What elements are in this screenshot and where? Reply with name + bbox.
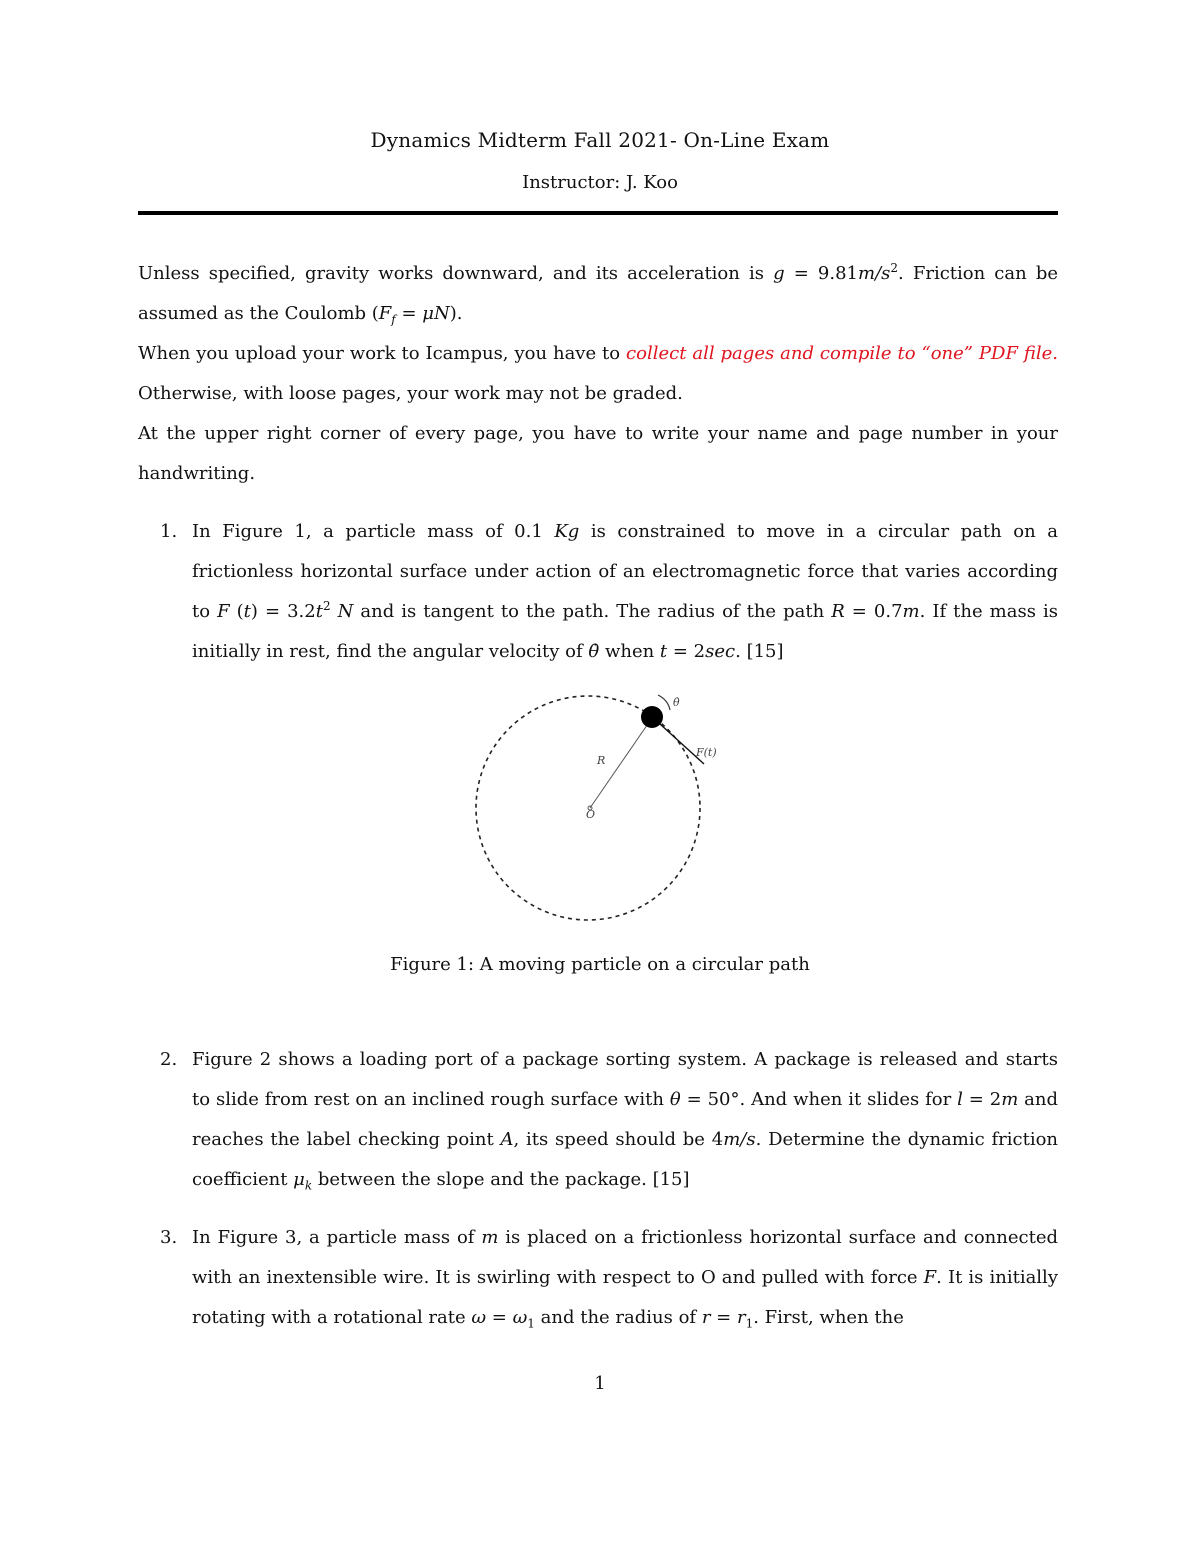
question-text: In Figure 1, a particle mass of 0.1 Kg is constrained to move in a circular path on a frictionless horizontal surface under action of an electromagnetic force that varies according to F $(t) = 3.2t^2$ N and is tangent to the path. The radius of the path R = 0.7m. If the mass is initially in rest, find the angular velocity of θ̇ when t = 2sec. [15] xyxy=(192,521,1058,662)
force-label: F(t) xyxy=(696,746,717,759)
instruction-upload: When you upload your work to Icampus, you have to collect all pages and compile to “one” PDF file. Otherwise, with loose pages, your work may not be graded. xyxy=(138,343,1058,404)
question-3 xyxy=(160,1218,1058,1338)
question-1 xyxy=(160,512,1058,672)
question-number: 1. xyxy=(160,521,178,542)
header-rule xyxy=(138,211,1058,215)
question-text: Figure 2 shows a loading port of a package sorting system. A package is released and starts to slide from rest on an inclined rough surface with θ = 50°. And when it slides for l = 2m and reaches the label checking point A, its speed should be 4m/s. Determine the dynamic friction coefficient $\mu_k$ between the slope and the package. [15] xyxy=(192,1049,1059,1193)
instruction-gravity: Unless specified, gravity works downward, and its acceleration is $g = 9.81m/s^2$. Friction can be assumed as the Coulomb $(F_f = \mu N)$. xyxy=(138,261,1058,327)
exam-title: Dynamics Midterm Fall 2021- On-Line Exam xyxy=(370,128,830,152)
upload-warning: collect all pages and compile to “one” PDF file. xyxy=(626,343,1058,364)
question-2 xyxy=(160,1040,1058,1200)
particle-mass xyxy=(641,706,663,728)
figure-1-caption: Figure 1: A moving particle on a circular path xyxy=(390,954,810,975)
theta-dot-label: θ̇ xyxy=(673,696,680,709)
instruction-name: At the upper right corner of every page, you have to write your name and page number in your handwriting. xyxy=(138,423,1058,484)
figure-1-diagram xyxy=(470,690,730,930)
radius-label: R xyxy=(597,754,606,767)
page-number: 1 xyxy=(594,1373,606,1394)
question-text: In Figure 3, a particle mass of m is placed on a frictionless horizontal surface and connected with an inextensible wire. It is swirling with respect to O and pulled with force F. It is initially rotating with a rotational rate $\omega = \omega_1$ and the radius of $r = r_1$. First, when the xyxy=(192,1227,1059,1331)
angular-velocity-arrow xyxy=(658,695,670,710)
instructor-line: Instructor: J. Koo xyxy=(522,172,678,193)
question-number: 3. xyxy=(160,1227,178,1248)
instructions xyxy=(138,254,1058,494)
origin-label: O xyxy=(586,808,596,821)
question-number: 2. xyxy=(160,1049,178,1070)
